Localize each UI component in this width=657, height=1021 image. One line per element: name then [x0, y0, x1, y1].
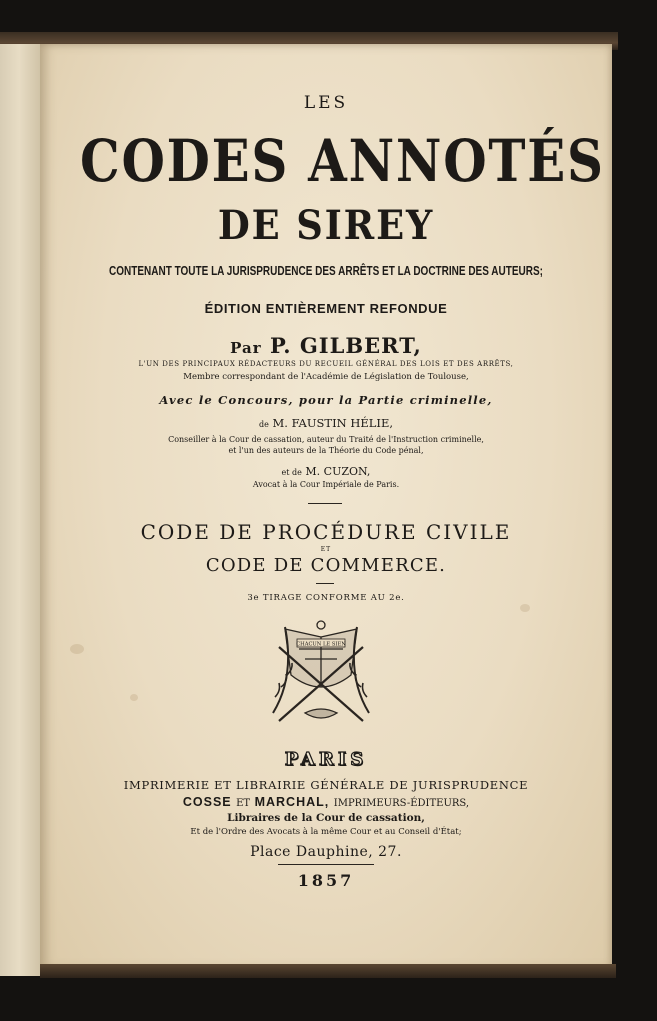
main-title: CODES ANNOTÉS: [80, 127, 605, 195]
divider-rule: [308, 503, 342, 504]
divider-rule: [278, 864, 374, 865]
publication-year: 1857: [297, 871, 355, 890]
subtitle-contenant: CONTENANT TOUTE LA JURISPRUDENCE DES ARRÊTS ET LA DOCTRINE DES AUTEURS;: [109, 264, 543, 278]
par-prefix: Par: [230, 339, 262, 357]
publisher-et: ET: [236, 798, 251, 809]
et-de-prefix: et de: [281, 468, 302, 477]
imprint-publishers: [40, 796, 612, 809]
cuzon-name: M. CUZON,: [305, 465, 371, 478]
helie-name: M. FAUSTIN HÉLIE,: [272, 416, 394, 430]
code-commerce-title: CODE DE COMMERCE.: [205, 555, 447, 576]
code-procedure-title: CODE DE PROCÉDURE CIVILE: [140, 520, 512, 544]
conjunction-et: ET: [320, 546, 332, 553]
foxing-spot: [130, 694, 138, 701]
author-name: P. GILBERT,: [269, 333, 422, 358]
imprint-libraires: Libraires de la Cour de cassation,: [227, 812, 425, 824]
cuzon-role: Avocat à la Cour Impériale de Paris.: [252, 480, 400, 489]
foxing-spot: [70, 644, 84, 654]
author-line: [40, 335, 612, 356]
book-page-edges: [40, 964, 616, 978]
publisher-emblem-icon: [265, 617, 377, 729]
divider-rule: [316, 583, 334, 584]
publisher-role: IMPRIMEURS-ÉDITEURS,: [333, 798, 470, 809]
concours-line: Avec le Concours, pour la Partie criminelle,: [159, 393, 493, 407]
author-membership: Membre correspondant de l'Académie de Législation de Toulouse,: [183, 372, 469, 382]
edition-line: ÉDITION ENTIÈREMENT REFONDUE: [204, 301, 448, 316]
de-prefix: de: [258, 420, 269, 429]
title-les: LES: [303, 93, 349, 113]
collaborator-helie: [40, 418, 612, 430]
author-role: L'UN DES PRINCIPAUX RÉDACTEURS DU RECUEIL GÉNÉRAL DES LOIS ET DES ARRÊTS,: [138, 360, 514, 368]
helie-role-2: et l'un des auteurs de la Théorie du Code pénal,: [228, 446, 424, 455]
publisher-cosse: COSSE: [182, 795, 232, 809]
foxing-spot: [520, 604, 530, 612]
imprint-address: Place Dauphine, 27.: [250, 844, 402, 860]
imprint-house: IMPRIMERIE ET LIBRAIRIE GÉNÉRALE DE JURISPRUDENCE: [123, 778, 529, 792]
imprint-ordre: Et de l'Ordre des Avocats à la même Cour et au Conseil d'État;: [190, 827, 462, 837]
helie-role: Conseiller à la Cour de cassation, auteur du Traité de l'Instruction criminelle,: [168, 435, 484, 444]
imprint-city: PARIS: [284, 749, 368, 770]
title-page: [40, 44, 612, 969]
publisher-marchal: MARCHAL,: [254, 795, 330, 809]
emblem-motto: CHACUN LE SIEN: [296, 641, 346, 648]
printing-note: 3e TIRAGE CONFORME AU 2e.: [247, 593, 405, 603]
collaborator-cuzon: [40, 466, 612, 477]
title-de-sirey: DE SIREY: [217, 202, 435, 249]
